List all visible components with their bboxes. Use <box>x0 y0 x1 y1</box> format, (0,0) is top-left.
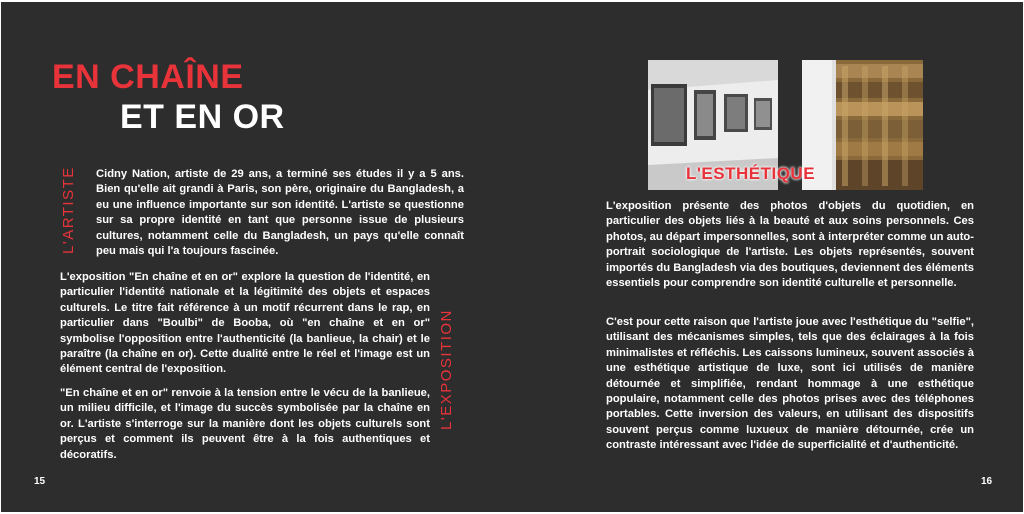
title-line-2: ET EN OR <box>120 98 285 136</box>
gallery-photo-lightbox <box>802 60 923 190</box>
lightbox-photo-image <box>802 60 923 190</box>
paragraph-esthetique-2: C'est pour cette raison que l'artiste joue avec l'esthétique du "selfie", utilisant des mécanismes simples, tels que des éclairages à la fois minimalistes et réfléchis. Les caissons lumineux, souvent associés à une esthétique artistique de luxe, sont ici utilisés de manière détournée et simplifiée, rendant hommage à une esthétique populaire, notamment celle des photos prises avec des téléphones portables. Cette inversion des valeurs, en utilisant des dispositifs souvent perçus comme luxueux de manière détournée, crée un contraste intéressant avec l'idée de superficialité et d'authenticité. <box>606 316 974 452</box>
page-edge-left <box>0 0 1 514</box>
paragraph-esthetique-1: L'exposition présente des photos d'objets du quotidien, en particulier des objets liés à la beauté et aux soins personnels. Ces photos, au départ impersonnelles, sont à interpréter comme un auto-portrait sociologique de l'artiste. Les objets représentés, souvent importés du Bangladesh via des boutiques, deviennent des éléments essentiels pour comprendre son identité culturelle et personnelle. <box>606 200 974 290</box>
paragraph-artiste: Cidny Nation, artiste de 29 ans, a terminé ses études il y a 5 ans. Bien qu'elle ait grandi à Paris, son père, originaire du Bangladesh, a eu une influence importante sur son identité. L'artiste se questionne sur sa propre identité en tant que personne issue de plusieurs cultures, notamment celle du Bangladesh, un pays qu'elle connaît peu mais qui l'a toujours fascinée. <box>96 168 464 258</box>
paragraph-exposition-2: "En chaîne et en or" renvoie à la tension entre le vécu de la banlieue, un milieu difficile, et l'image du succès symbolisée par la chaîne en or. L'artiste s'interroge sur la manière dont les objets culturels sont perçus et comment ils peuvent être à la fois authentiques et décoratifs. <box>60 387 430 461</box>
title-line-1: EN CHAÎNE <box>52 58 244 96</box>
page-number-right: 16 <box>981 476 993 487</box>
section-label-esthetique: L'ESTHÉTIQUE <box>686 164 816 183</box>
section-label-exposition: L'EXPOSITION <box>438 309 455 430</box>
page-edge-top <box>0 0 1024 2</box>
section-label-artiste: L'ARTISTE <box>60 166 77 254</box>
paragraph-exposition-1: L'exposition "En chaîne et en or" explore la question de l'identité, en particulier l'identité nationale et la légitimité des objets et espaces culturels. Le titre fait référence à un motif récurrent dans le rap, en particulier dans "Boulbi" de Booba, où "en chaîne et en or" symbolise l'opposition entre l'authenticité (la banlieue, la chair) et le paraître (la chaîne en or). Cette dualité entre le réel et l'image est un élément central de l'exposition. <box>60 271 430 376</box>
page-number-left: 15 <box>34 476 46 487</box>
